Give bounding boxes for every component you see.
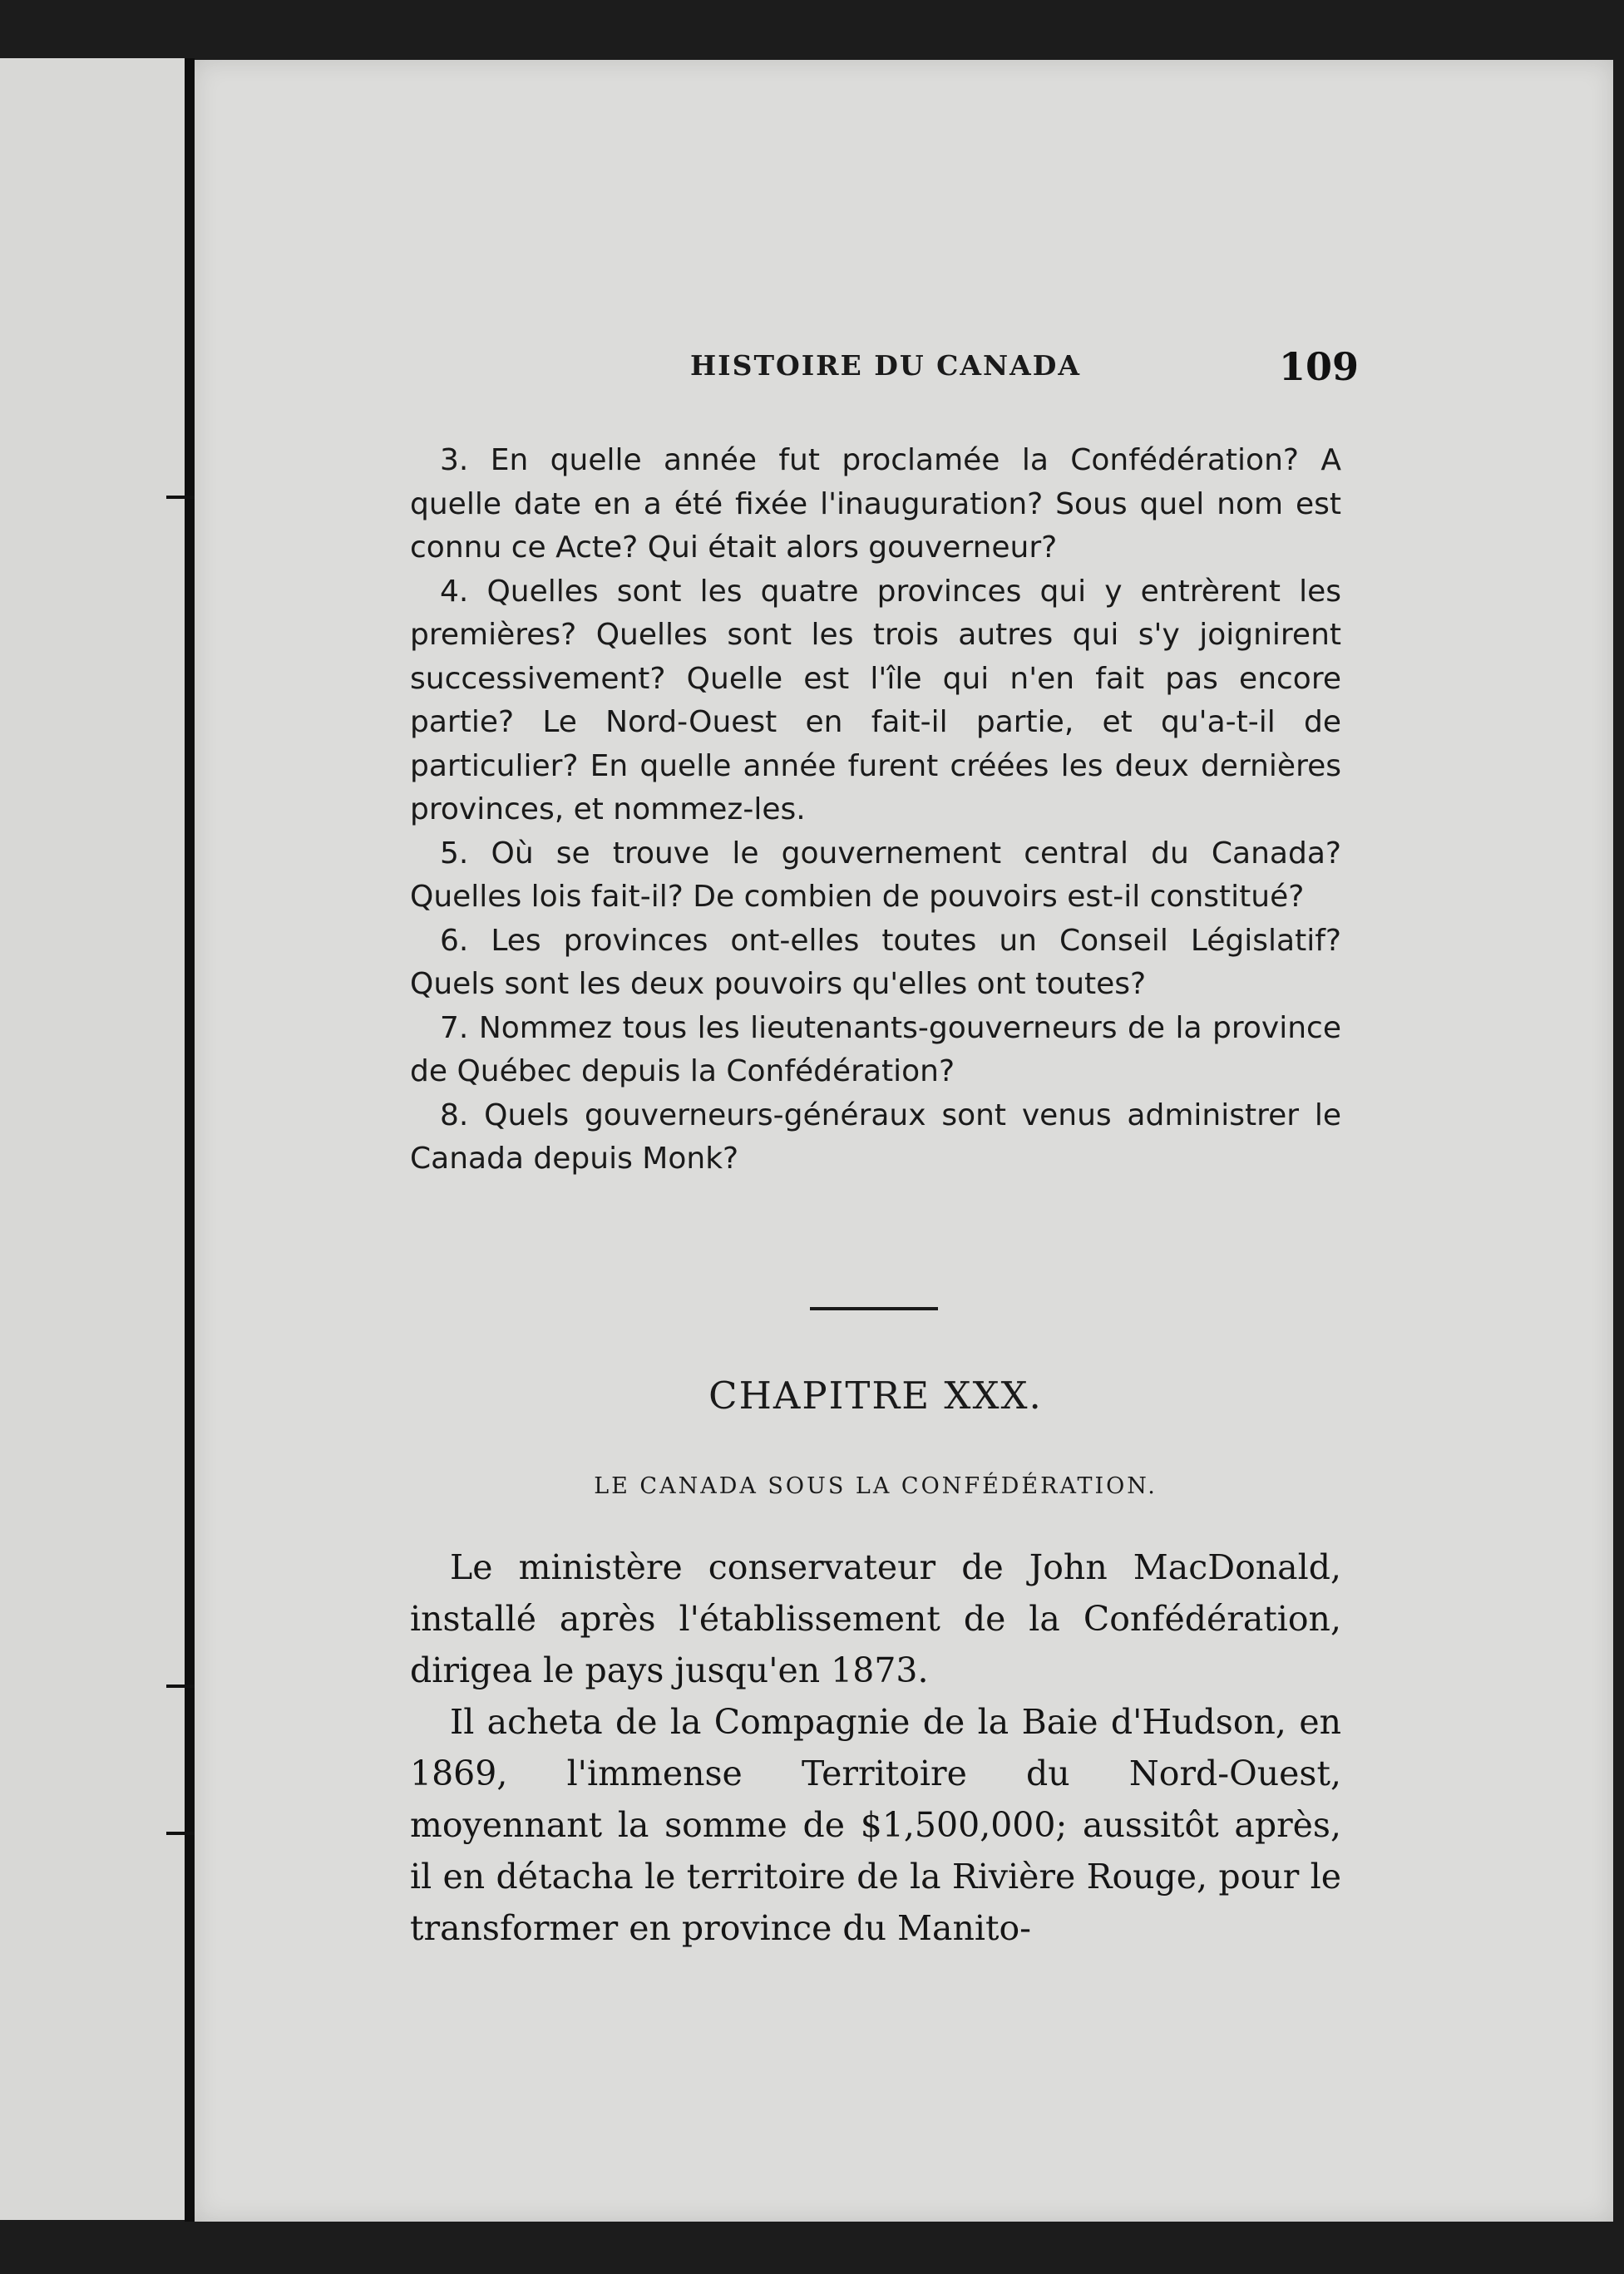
question-item: 8. Quels gouverneurs-généraux sont venus administrer le Canada depuis Monk? bbox=[410, 1098, 1341, 1176]
question-item: 5. Où se trouve le gouvernement central du Canada? Quelles lois fait-il? De combien de pouvoirs est-il constitué? bbox=[410, 836, 1341, 914]
chapter-subtitle: LE CANADA SOUS LA CONFÉDÉRATION. bbox=[594, 1473, 1158, 1499]
book-spine bbox=[185, 58, 195, 2237]
question-item: 6. Les provinces ont-elles toutes un Conseil Législatif? Quels sont les deux pouvoirs qu'elles ont toutes? bbox=[410, 923, 1341, 1001]
left-page-edge bbox=[0, 58, 185, 2220]
question-item: 4. Quelles sont les quatre provinces qui y entrèrent les premières? Quelles sont les trois autres qui s'y joignirent successivement? Quelle est l'île qui n'en fait pas encore partie? Le Nord-Ouest en fait-il partie, et qu'a-t-il de particulier? En quelle année furent créées les deux dernières provinces, et nommez-les. bbox=[410, 574, 1341, 826]
question-item: 7. Nommez tous les lieutenants-gouverneurs de la province de Québec depuis la Confédération? bbox=[410, 1010, 1341, 1088]
section-divider bbox=[810, 1307, 938, 1310]
body-paragraph: Il acheta de la Compagnie de la Baie d'Hudson, en 1869, l'immense Territoire du Nord-Ouest, moyennant la somme de $1,500,000; aussitôt après, il en détacha le territoire de la Rivière Rouge, pour le transformer en province du Manito- bbox=[410, 1702, 1341, 1948]
review-questions bbox=[410, 439, 1341, 1181]
running-header: HISTOIRE DU CANADA bbox=[690, 349, 1081, 382]
body-paragraph: Le ministère conservateur de John MacDonald, installé après l'établissement de la Confédération, dirigea le pays jusqu'en 1873. bbox=[410, 1547, 1341, 1690]
chapter-body bbox=[410, 1541, 1341, 1954]
page-number: 109 bbox=[1279, 344, 1360, 389]
scan-border bbox=[0, 2222, 1624, 2274]
chapter-title: CHAPITRE XXX. bbox=[708, 1374, 1043, 1418]
question-item: 3. En quelle année fut proclamée la Confédération? A quelle date en a été fixée l'inauguration? Sous quel nom est connu ce Acte? Qui était alors gouverneur? bbox=[410, 443, 1341, 565]
